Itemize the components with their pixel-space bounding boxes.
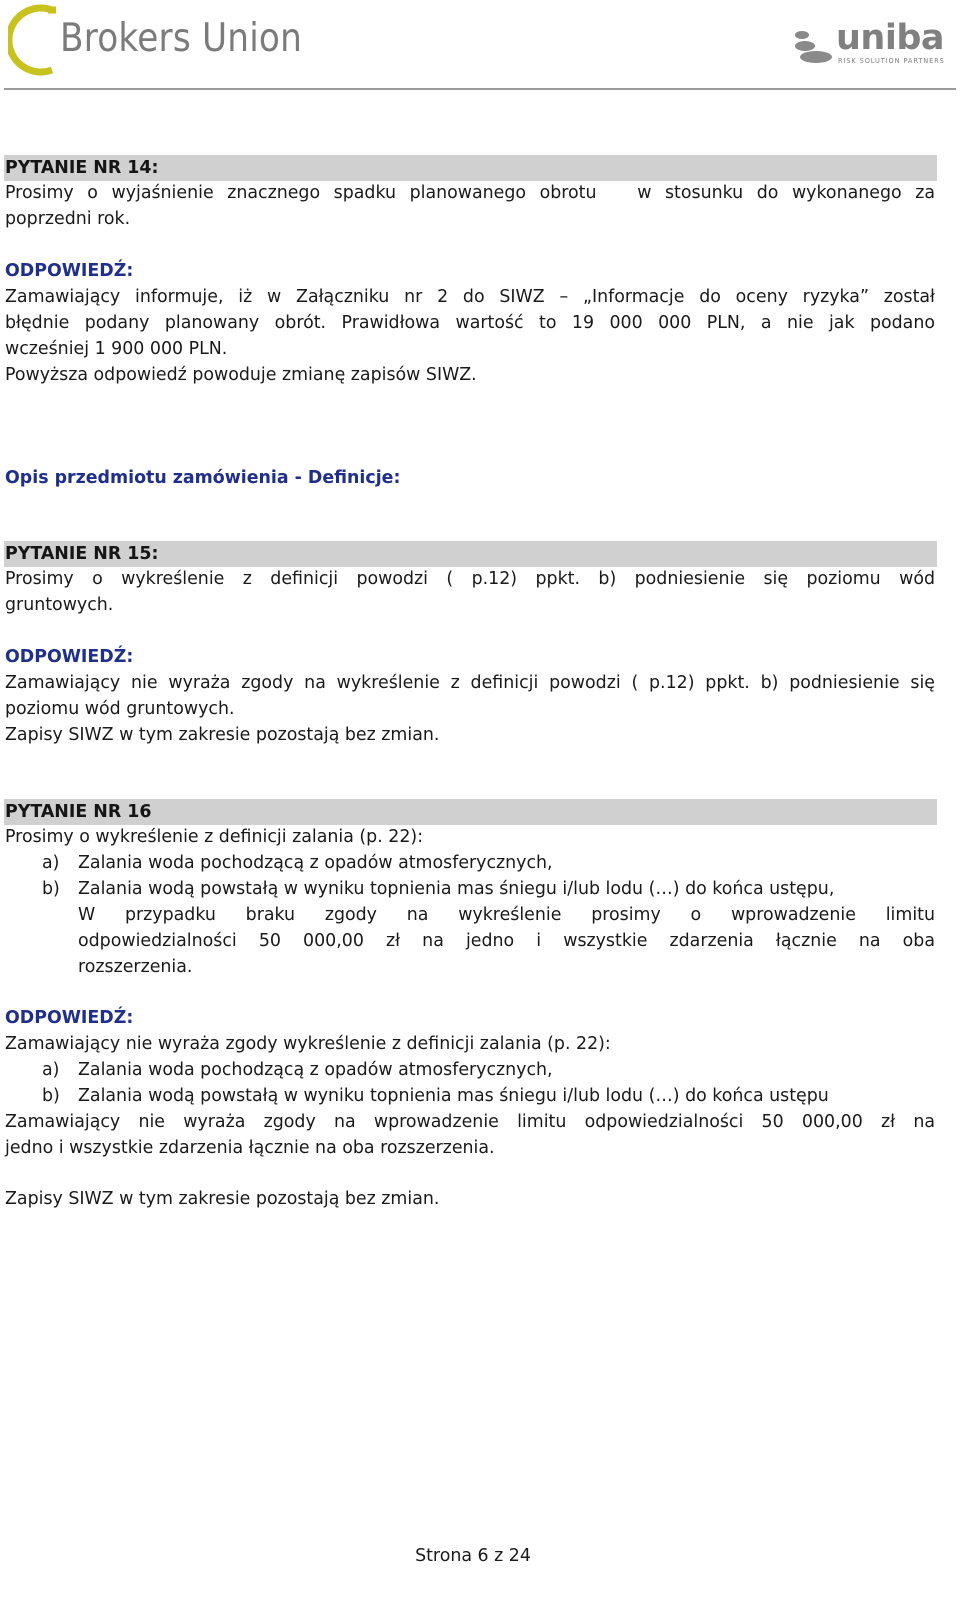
question-16-answer-label: ODPOWIEDŹ:	[5, 1008, 134, 1028]
item-text: Zalania woda pochodzącą z opadów atmosferycznych,	[78, 853, 553, 873]
question-16-answer-line: Zamawiający nie wyraża zgody na wprowadzenie limitu odpowiedzialności 50 000,00 zł na	[5, 1112, 935, 1132]
question-14-line: poprzedni rok.	[5, 209, 131, 229]
question-14-answer-line: wcześniej 1 900 000 PLN.	[5, 339, 228, 359]
item-text: Zalania wodą powstałą w wyniku topnienia mas śniegu i/lub lodu (…) do końca ustępu	[78, 1086, 829, 1106]
question-15-answer-line: poziomu wód gruntowych.	[5, 699, 235, 719]
uniba-logo	[792, 18, 960, 68]
question-14-line: Prosimy o wyjaśnienie znacznego spadku planowanego obrotu w stosunku do wykonanego za	[5, 183, 935, 203]
uniba-tagline: RISK SOLUTION PARTNERS	[838, 57, 945, 65]
question-15-answer-label: ODPOWIEDŹ:	[5, 647, 134, 667]
question-16-item	[42, 878, 834, 900]
item-label: a)	[42, 1060, 60, 1080]
brokers-union-logo	[8, 4, 308, 76]
page-number: Strona 6 z 24	[415, 1546, 531, 1566]
question-15-heading: PYTANIE NR 15:	[4, 541, 937, 567]
question-14-answer-line: Zamawiający informuje, iż w Załączniku nr 2 do SIWZ – „Informacje do oceny ryzyka” został	[5, 287, 935, 307]
question-15-answer-line: Zapisy SIWZ w tym zakresie pozostają bez zmian.	[5, 725, 440, 745]
question-16-continuation-line: rozszerzenia.	[78, 957, 193, 977]
question-16-item	[42, 852, 553, 874]
question-14-answer-label: ODPOWIEDŹ:	[5, 261, 134, 281]
question-15-answer-line: Zamawiający nie wyraża zgody na wykreślenie z definicji powodzi ( p.12) ppkt. b) podniesienie się	[5, 673, 935, 693]
page-footer	[0, 1546, 960, 1566]
header-divider	[4, 88, 956, 90]
question-16-intro: Prosimy o wykreślenie z definicji zalania (p. 22):	[5, 827, 424, 847]
question-16-answer-line: jedno i wszystkie zdarzenia łącznie na oba rozszerzenia.	[5, 1138, 495, 1158]
question-16-answer-item	[42, 1059, 553, 1081]
section-title: Opis przedmiotu zamówienia - Definicje:	[5, 468, 401, 488]
question-15-line: Prosimy o wykreślenie z definicji powodzi ( p.12) ppkt. b) podniesienie się poziomu wód	[5, 569, 935, 589]
question-16-closing: Zapisy SIWZ w tym zakresie pozostają bez zmian.	[5, 1189, 440, 1209]
question-16-continuation-line: odpowiedzialności 50 000,00 zł na jedno i wszystkie zdarzenia łącznie na oba	[78, 931, 935, 951]
question-16-heading: PYTANIE NR 16	[4, 799, 937, 825]
item-label: b)	[42, 1086, 60, 1106]
brokers-union-wordmark: Brokers Union	[60, 16, 303, 61]
question-16-continuation-line: W przypadku braku zgody na wykreślenie prosimy o wprowadzenie limitu	[78, 905, 935, 925]
item-label: b)	[42, 879, 60, 899]
question-16-answer-item	[42, 1085, 829, 1107]
question-14-answer-line: błędnie podany planowany obrót. Prawidłowa wartość to 19 000 000 PLN, a nie jak podano	[5, 313, 935, 333]
uniba-wordmark: uniba	[836, 18, 945, 58]
question-14-heading: PYTANIE NR 14:	[4, 155, 937, 181]
brokers-union-c-mark-icon	[8, 4, 68, 76]
item-text: Zalania woda pochodzącą z opadów atmosferycznych,	[78, 1060, 553, 1080]
item-label: a)	[42, 853, 60, 873]
question-14-answer-line: Powyższa odpowiedź powoduje zmianę zapisów SIWZ.	[5, 365, 477, 385]
question-16-answer-intro: Zamawiający nie wyraża zgody wykreślenie z definicji zalania (p. 22):	[5, 1034, 611, 1054]
item-text: Zalania wodą powstałą w wyniku topnienia mas śniegu i/lub lodu (…) do końca ustępu,	[78, 879, 835, 899]
uniba-stones-icon	[792, 26, 836, 66]
page-header	[0, 0, 960, 92]
question-15-line: gruntowych.	[5, 595, 114, 615]
